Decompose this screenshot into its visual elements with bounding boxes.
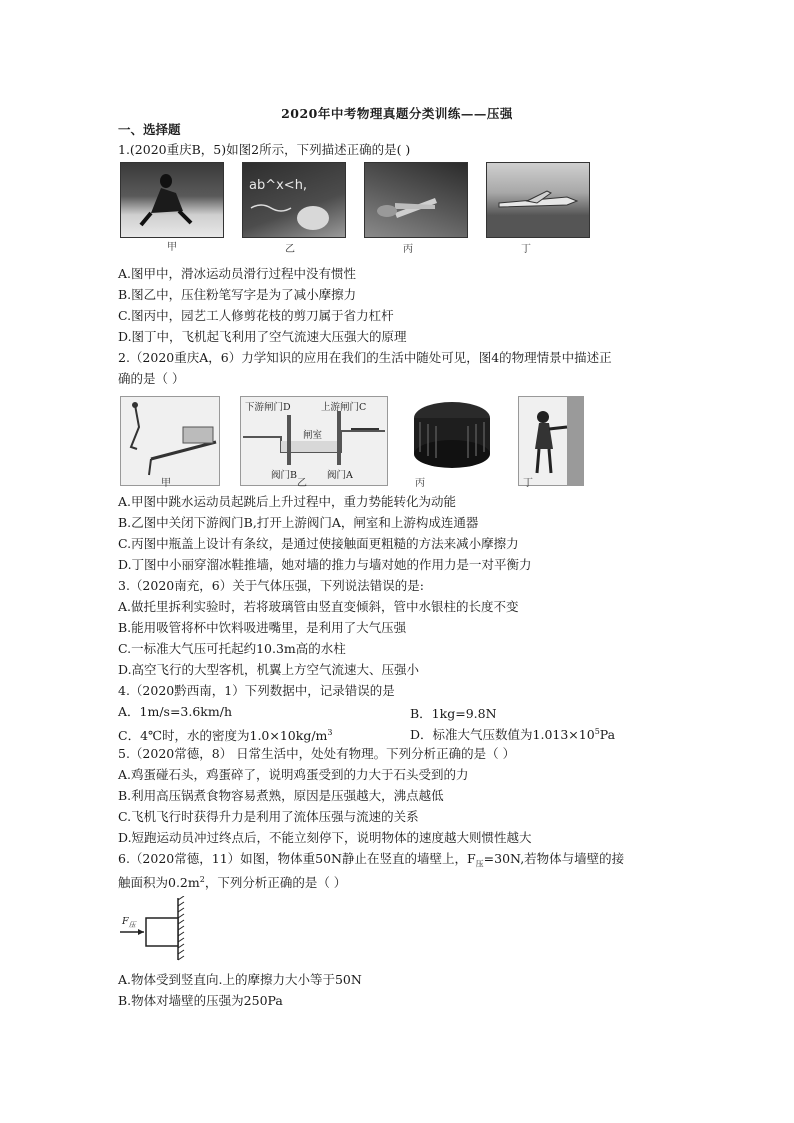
q2-option-a: A.甲图中跳水运动员起跳后上升过程中，重力势能转化为动能 <box>118 494 457 509</box>
q5-option-d: D.短跑运动员冲过终点后，不能立刻停下，说明物体的速度越大则惯性越大 <box>118 830 532 845</box>
shears-photo <box>364 162 468 238</box>
q1-caption-bing: 丙 <box>403 244 413 255</box>
q2-figure-diver <box>120 396 220 486</box>
skater-photo <box>120 162 224 238</box>
label-valve-b: 阀门B <box>271 470 297 481</box>
skater-icon <box>121 163 223 237</box>
q3-option-c: C.一标准大气压可托起约10.3m高的水柱 <box>118 641 346 656</box>
girl-pushing-wall-icon <box>519 397 583 485</box>
q4-option-a: A．1m/s=3.6km/h <box>118 704 233 719</box>
q2-caption-bing: 丙 <box>415 478 425 489</box>
label-upstream-gate: 上游闸门C <box>321 402 367 413</box>
label-downstream-gate: 下游闸门D <box>245 402 291 413</box>
q4-stem: 4.（2020黔西南，1）下列数据中，记录错误的是 <box>118 683 395 698</box>
q2-stem-line2: 确的是（ ） <box>118 371 185 386</box>
chalkboard-photo <box>242 162 346 238</box>
q1-caption-yi: 乙 <box>285 244 295 255</box>
q5-option-c: C.飞机飞行时获得升力是利用了流体压强与流速的关系 <box>118 809 419 824</box>
section-heading: 一、选择题 <box>118 122 181 137</box>
q2-caption-yi: 乙 <box>297 478 307 489</box>
q1-option-c: C.图丙中，园艺工人修剪花枝的剪刀属于省力杠杆 <box>118 308 394 323</box>
q2-stem-line1: 2.（2020重庆A，6）力学知识的应用在我们的生活中随处可见，图4的物理情景中描述正 <box>118 350 612 365</box>
airplane-icon <box>487 163 589 237</box>
q4-option-d: D．标准大气压数值为$1.013\times 10^5Pa$ <box>410 726 616 742</box>
q6-option-a: A.物体受到竖直向.上的摩擦力大小等于50N <box>118 972 362 987</box>
shears-icon <box>365 163 467 237</box>
chalk-writing-icon <box>243 163 345 237</box>
q6-force-diagram <box>118 896 188 962</box>
q1-option-d: D.图丁中，飞机起飞利用了空气流速大压强大的原理 <box>118 329 407 344</box>
q4-option-c: C．4℃时，水的密度为$1.0\times 10kg/m^3$ <box>118 728 333 744</box>
q2-caption-jia: 甲 <box>161 478 171 489</box>
q5-option-b: B.利用高压锅煮食物容易煮熟，原因是压强越大，沸点越低 <box>118 788 444 803</box>
q2-figure-skater-wall <box>518 396 584 486</box>
q1-caption-ding: 丁 <box>521 244 531 255</box>
q6-stem-line1: 6.（2020常德，11）如图，物体重50N静止在竖直的墙壁上，$F_压=30N$,若物体与墙壁的接 <box>118 851 625 869</box>
q2-figure-ship-lock <box>240 396 388 486</box>
diver-icon <box>121 397 219 485</box>
q6-option-b: B.物体对墙壁的压强为250Pa <box>118 993 283 1008</box>
q2-option-c: C.丙图中瓶盖上设计有条纹，是通过使接触面更粗糙的方法来减小摩擦力 <box>118 536 519 551</box>
plane-photo <box>486 162 590 238</box>
q3-stem: 3.（2020南充，6）关于气体压强，下列说法错误的是: <box>118 578 424 593</box>
board-text: ab^x<h, <box>249 178 308 193</box>
q1-option-b: B.图乙中，压住粉笔写字是为了减小摩擦力 <box>118 287 357 302</box>
q1-option-a: A.图甲中，滑冰运动员滑行过程中没有惯性 <box>118 266 357 281</box>
label-chamber: 闸室 <box>303 430 323 441</box>
page-title: 2020年中考物理真题分类训练——压强 <box>281 106 513 121</box>
q1-stem: 1.(2020重庆B，5)如图2所示，下列描述正确的是( ) <box>118 142 411 157</box>
q2-figure-bottle-cap <box>410 396 494 484</box>
q3-option-a: A.做托里拆利实验时，若将玻璃管由竖直变倾斜，管中水银柱的长度不变 <box>118 599 519 614</box>
block-rect <box>146 918 178 946</box>
q2-option-d: D.丁图中小丽穿溜冰鞋推墙，她对墙的推力与墙对她的作用力是一对平衡力 <box>118 557 532 572</box>
label-valve-a: 阀门A <box>327 470 353 481</box>
q2-option-b: B.乙图中关闭下游阀门B,打开上游阀门A，闸室和上游构成连通器 <box>118 515 479 530</box>
q5-stem: 5.（2020常德，8） 日常生活中，处处有物理。下列分析正确的是（ ） <box>118 746 516 761</box>
q2-caption-ding: 丁 <box>523 478 533 489</box>
q3-option-b: B.能用吸管将杯中饮料吸进嘴里，是利用了大气压强 <box>118 620 407 635</box>
wall-hatching <box>178 896 184 960</box>
bottle-cap-icon <box>410 396 494 484</box>
force-label: $F_压$ <box>122 916 136 929</box>
q5-option-a: A.鸡蛋碰石头，鸡蛋碎了，说明鸡蛋受到的力大于石头受到的力 <box>118 767 469 782</box>
q6-stem-line2: 触面积为$0.2m^2$，下列分析正确的是（ ） <box>118 875 347 891</box>
q1-figure-plane <box>486 162 590 238</box>
q1-caption-jia: 甲 <box>167 242 177 253</box>
q1-figure-skater <box>120 162 224 238</box>
q2-figure-row <box>120 396 584 486</box>
q3-option-d: D.高空飞行的大型客机，机翼上方空气流速大、压强小 <box>118 662 420 677</box>
force-arrow-head <box>138 929 144 935</box>
q4-option-b: B．1kg=9.8N <box>410 706 497 721</box>
q1-figure-row <box>120 162 590 238</box>
q1-figure-chalk <box>242 162 346 238</box>
q1-figure-shears <box>364 162 468 238</box>
